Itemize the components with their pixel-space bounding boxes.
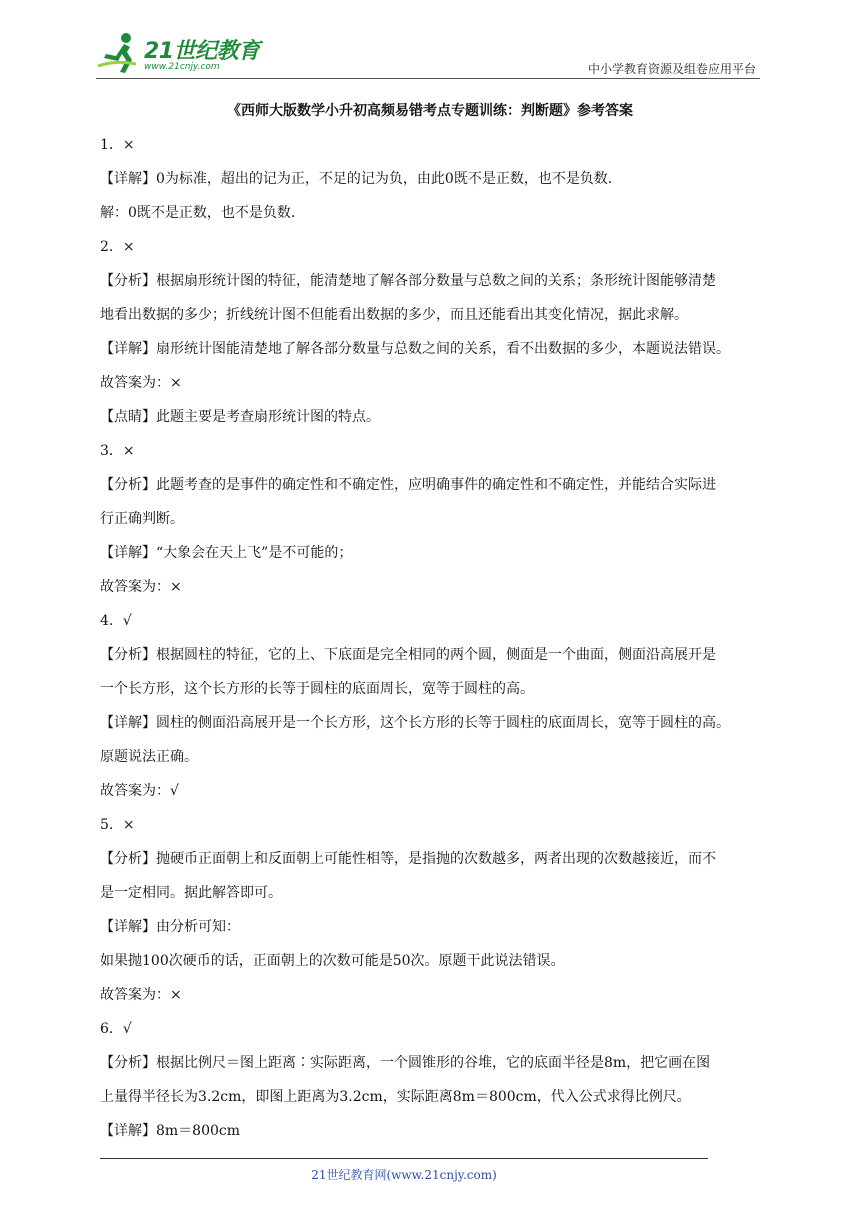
text-line: 故答案为：× — [100, 375, 182, 391]
text-line: 原题说法正确。 — [100, 749, 198, 765]
text-line: 【详解】由分析可知： — [100, 919, 240, 935]
site-logo — [96, 28, 296, 76]
document-title: 《西师大版数学小升初高频易错考点专题训练：判断题》参考答案 — [227, 103, 633, 119]
text-line: 【详解】圆柱的侧面沿高展开是一个长方形，这个长方形的长等于圆柱的底面周长，宽等于圆柱的高。 — [100, 715, 730, 731]
text-line: 6．√ — [100, 1021, 132, 1037]
text-line: 4．√ — [100, 613, 132, 629]
text-line: 地看出数据的多少；折线统计图不但能看出数据的多少，而且还能看出其变化情况，据此求解。 — [100, 307, 688, 323]
text-line: 故答案为：√ — [100, 783, 179, 799]
text-line: 上量得半径长为3.2cm，即图上距离为3.2cm，实际距离8m＝800cm，代入公式求得比例尺。 — [100, 1089, 691, 1105]
runner-logo-icon — [96, 30, 142, 76]
page-header — [96, 28, 760, 80]
header-divider — [96, 78, 760, 79]
text-line: 【详解】8m＝800cm — [100, 1123, 241, 1139]
text-line: 3．× — [100, 443, 135, 459]
text-line: 【分析】根据圆柱的特征，它的上、下底面是完全相同的两个圆，侧面是一个曲面，侧面沿高展开是 — [100, 647, 716, 663]
text-line: 1．× — [100, 137, 135, 153]
text-line: 【点睛】此题主要是考查扇形统计图的特点。 — [100, 409, 380, 425]
platform-name: 中小学教育资源及组卷应用平台 — [587, 62, 756, 76]
text-line: 一个长方形，这个长方形的长等于圆柱的底面周长，宽等于圆柱的高。 — [100, 681, 534, 697]
text-line: 故答案为：× — [100, 579, 182, 595]
text-line: 【分析】抛硬币正面朝上和反面朝上可能性相等，是指抛的次数越多，两者出现的次数越接近，而不 — [100, 851, 716, 867]
text-line: 【分析】此题考查的是事件的确定性和不确定性，应明确事件的确定性和不确定性，并能结合实际进 — [100, 477, 716, 493]
text-line: 5．× — [100, 817, 135, 833]
answer-content — [100, 128, 764, 1148]
text-line: 故答案为：× — [100, 987, 182, 1003]
text-line: 【分析】根据扇形统计图的特征，能清楚地了解各部分数量与总数之间的关系；条形统计图能够清楚 — [100, 273, 716, 289]
text-line: 行正确判断。 — [100, 511, 184, 527]
logo-url: www.21cnjy.com — [144, 62, 220, 72]
footer-text: 21世纪教育网(www.21cnjy.com) — [311, 1168, 497, 1182]
text-line: 【分析】根据比例尺＝图上距离∶实际距离，一个圆锥形的谷堆，它的底面半径是8m，把它画在图 — [100, 1055, 711, 1071]
text-line: 【详解】扇形统计图能清楚地了解各部分数量与总数之间的关系，看不出数据的多少，本题说法错误。 — [100, 341, 730, 357]
text-line: 2．× — [100, 239, 135, 255]
text-line: 解：0既不是正数，也不是负数． — [100, 205, 305, 221]
logo-text: 21世纪教育 — [144, 39, 260, 64]
text-line: 【详解】0为标准，超出的记为正，不足的记为负，由此0既不是正数，也不是负数． — [100, 171, 622, 187]
text-line: 如果抛100次硬币的话，正面朝上的次数可能是50次。原题干此说法错误。 — [100, 953, 565, 969]
footer-divider — [100, 1158, 708, 1159]
text-line: 是一定相同。据此解答即可。 — [100, 885, 282, 901]
text-line: 【详解】“大象会在天上飞”是不可能的； — [100, 545, 353, 561]
